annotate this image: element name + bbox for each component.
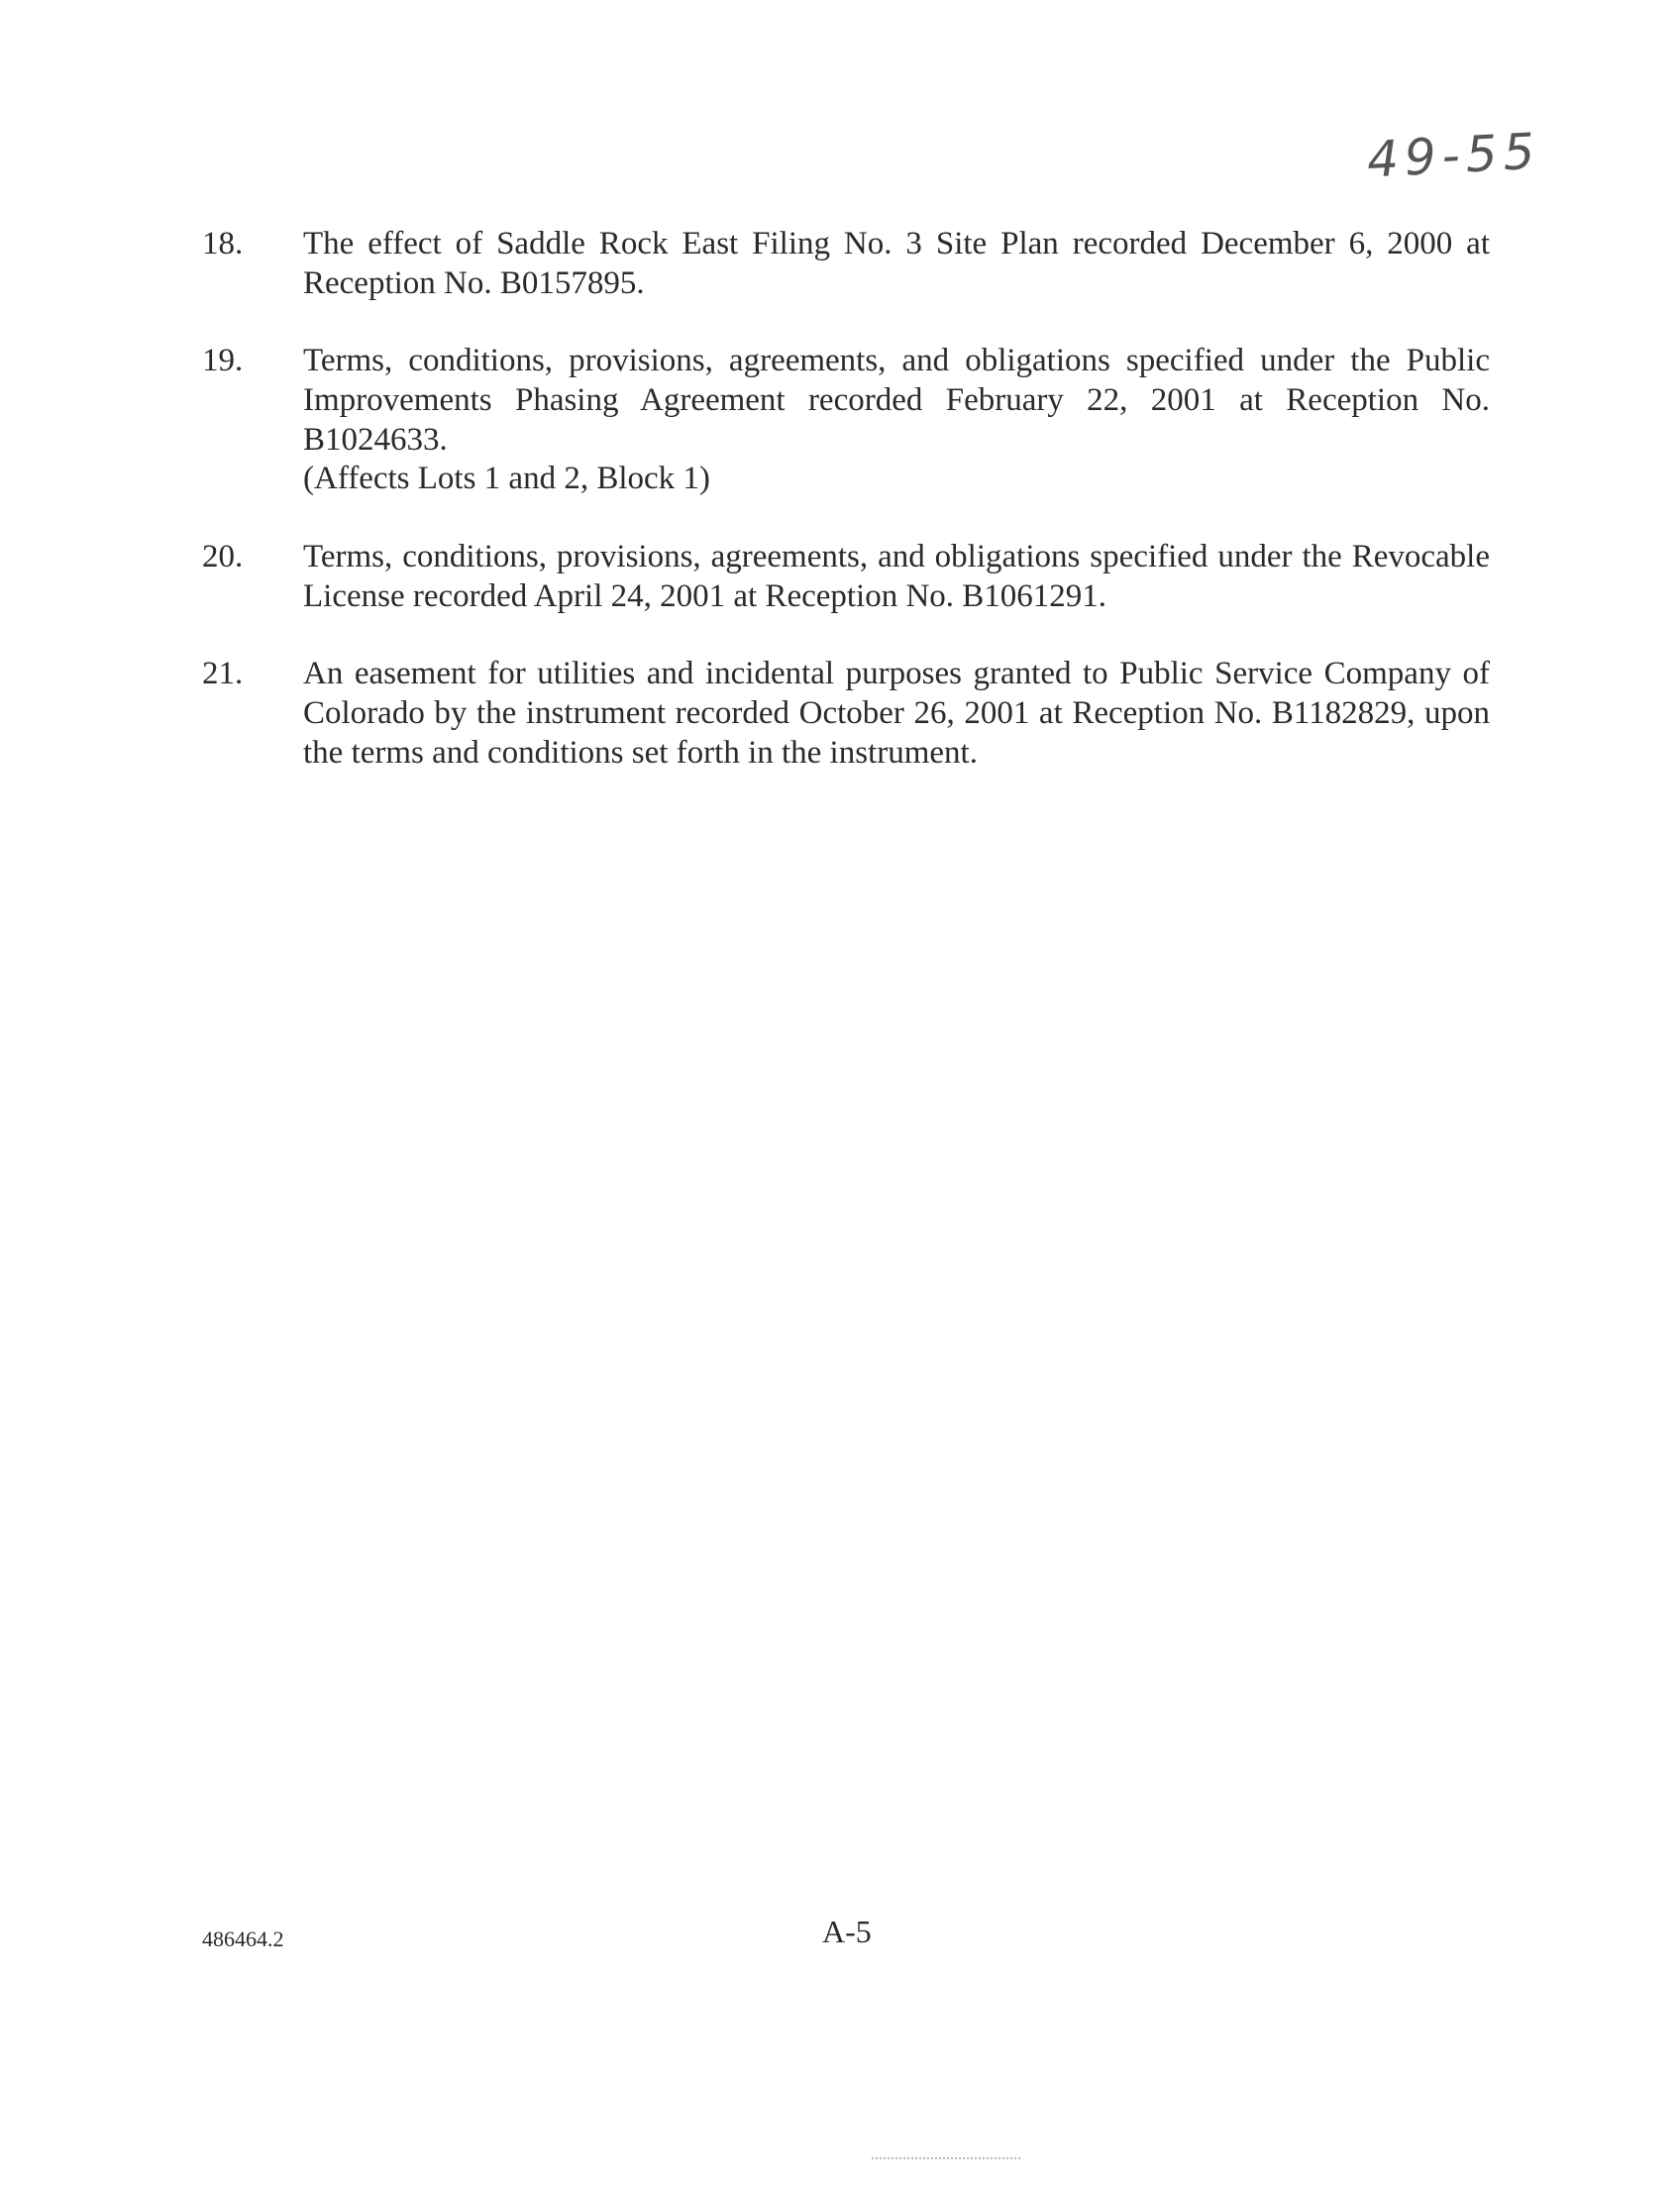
handwritten-page-annotation: 49-55 xyxy=(1365,122,1542,189)
item-text: An easement for utilities and incidental purposes granted to Public Service Company of Colorado by the instrument recorded October 26, 2001 at Reception No. B1182829, upon the terms and conditions set forth in the instrument. xyxy=(303,656,1490,771)
item-text: The effect of Saddle Rock East Filing No. 3 Site Plan recorded December 6, 2000 at Reception No. B0157895. xyxy=(303,226,1490,301)
item-number: 21. xyxy=(202,656,244,691)
scan-artifact xyxy=(872,2157,1020,2162)
item-number: 20. xyxy=(202,539,244,574)
page-number: A-5 xyxy=(822,1914,872,1949)
item-number: 18. xyxy=(202,226,244,261)
document-id: 486464.2 xyxy=(202,1926,284,1951)
item-number: 19. xyxy=(202,343,244,378)
item-text: Terms, conditions, provisions, agreements, and obligations specified under the Revocable License recorded April 24, 2001 at Reception No. B1061291. xyxy=(303,539,1490,614)
item-19-note: (Affects Lots 1 and 2, Block 1) xyxy=(303,461,710,496)
item-text: Terms, conditions, provisions, agreements, and obligations specified under the Public Improvements Phasing Agreement recorded February 22, 2001 at Reception No. B1024633. xyxy=(303,343,1490,458)
